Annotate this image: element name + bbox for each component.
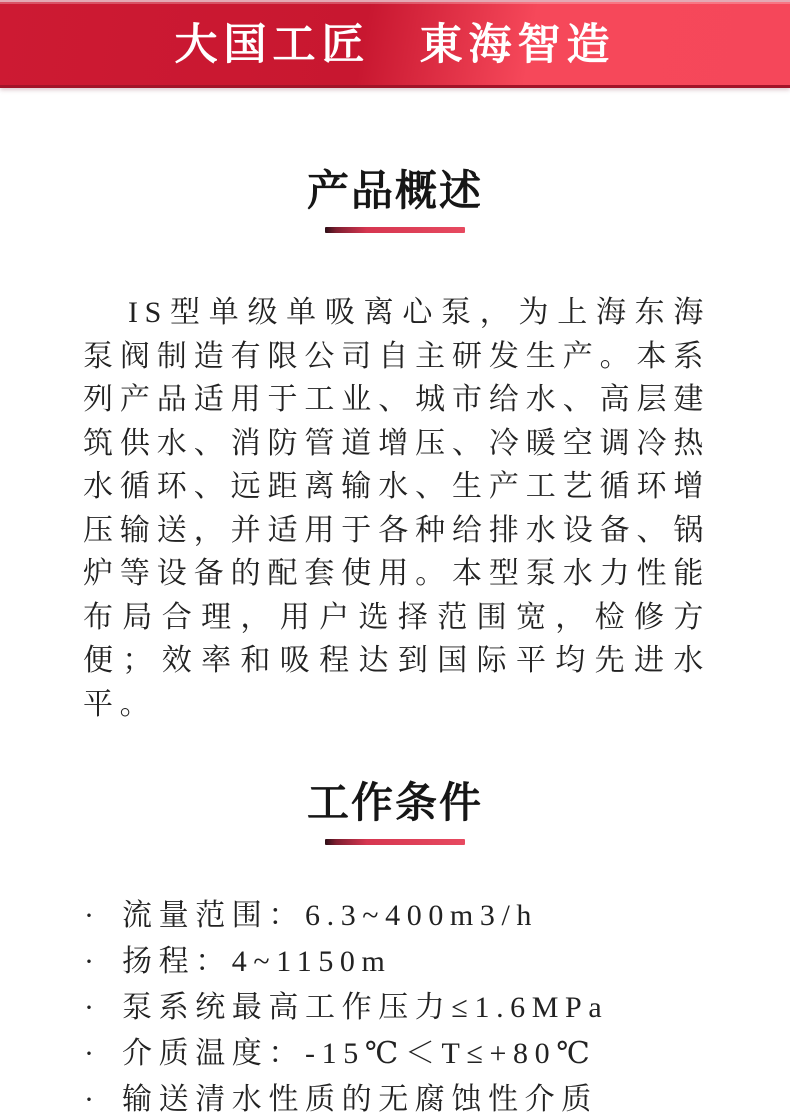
heading-underline: [325, 227, 465, 233]
bullet-dot-icon: ·: [84, 899, 101, 932]
banner-title: 大国工匠 東海智造: [174, 21, 616, 69]
bullet-dot-icon: ·: [84, 1037, 101, 1070]
condition-text: 流量范围：6.3~400m3/h: [122, 899, 539, 932]
condition-text: 扬程：4~1150m: [122, 945, 392, 978]
bullet-dot-icon: ·: [84, 1083, 101, 1114]
condition-item-medium-temperature: [84, 1031, 750, 1077]
conditions-heading: 工作条件: [306, 779, 483, 826]
section-product-overview: [0, 88, 790, 726]
condition-text: 泵系统最高工作压力≤1.6MPa: [122, 991, 609, 1024]
heading-underline: [325, 839, 465, 845]
section-working-conditions: [0, 726, 790, 1114]
condition-text: 介质温度：-15℃＜T≤+80℃: [122, 1037, 597, 1070]
bullet-dot-icon: ·: [84, 991, 101, 1024]
overview-paragraph: IS型单级单吸离心泵，为上海东海泵阀制造有限公司自主研发生产。本系列产品适用于工业、城市给水、高层建筑供水、消防管道增压、冷暖空调冷热水循环、远距离输水、生产工艺循环增压输送，并适用于各种给排水设备、锅炉等设备的配套使用。本型泵水力性能布局合理，用户选择范围宽，检修方便；效率和吸程达到国际平均先进水平。: [83, 296, 710, 721]
condition-item-flow-range: [84, 893, 750, 939]
overview-heading: 产品概述: [306, 167, 483, 214]
condition-item-head-range: [84, 939, 750, 985]
condition-item-medium-type: [84, 1077, 750, 1114]
condition-item-max-pressure: [84, 985, 750, 1031]
conditions-list: [84, 893, 750, 1114]
bullet-dot-icon: ·: [84, 945, 101, 978]
brand-banner: [0, 0, 790, 88]
condition-text: 输送清水性质的无腐蚀性介质: [122, 1083, 598, 1114]
